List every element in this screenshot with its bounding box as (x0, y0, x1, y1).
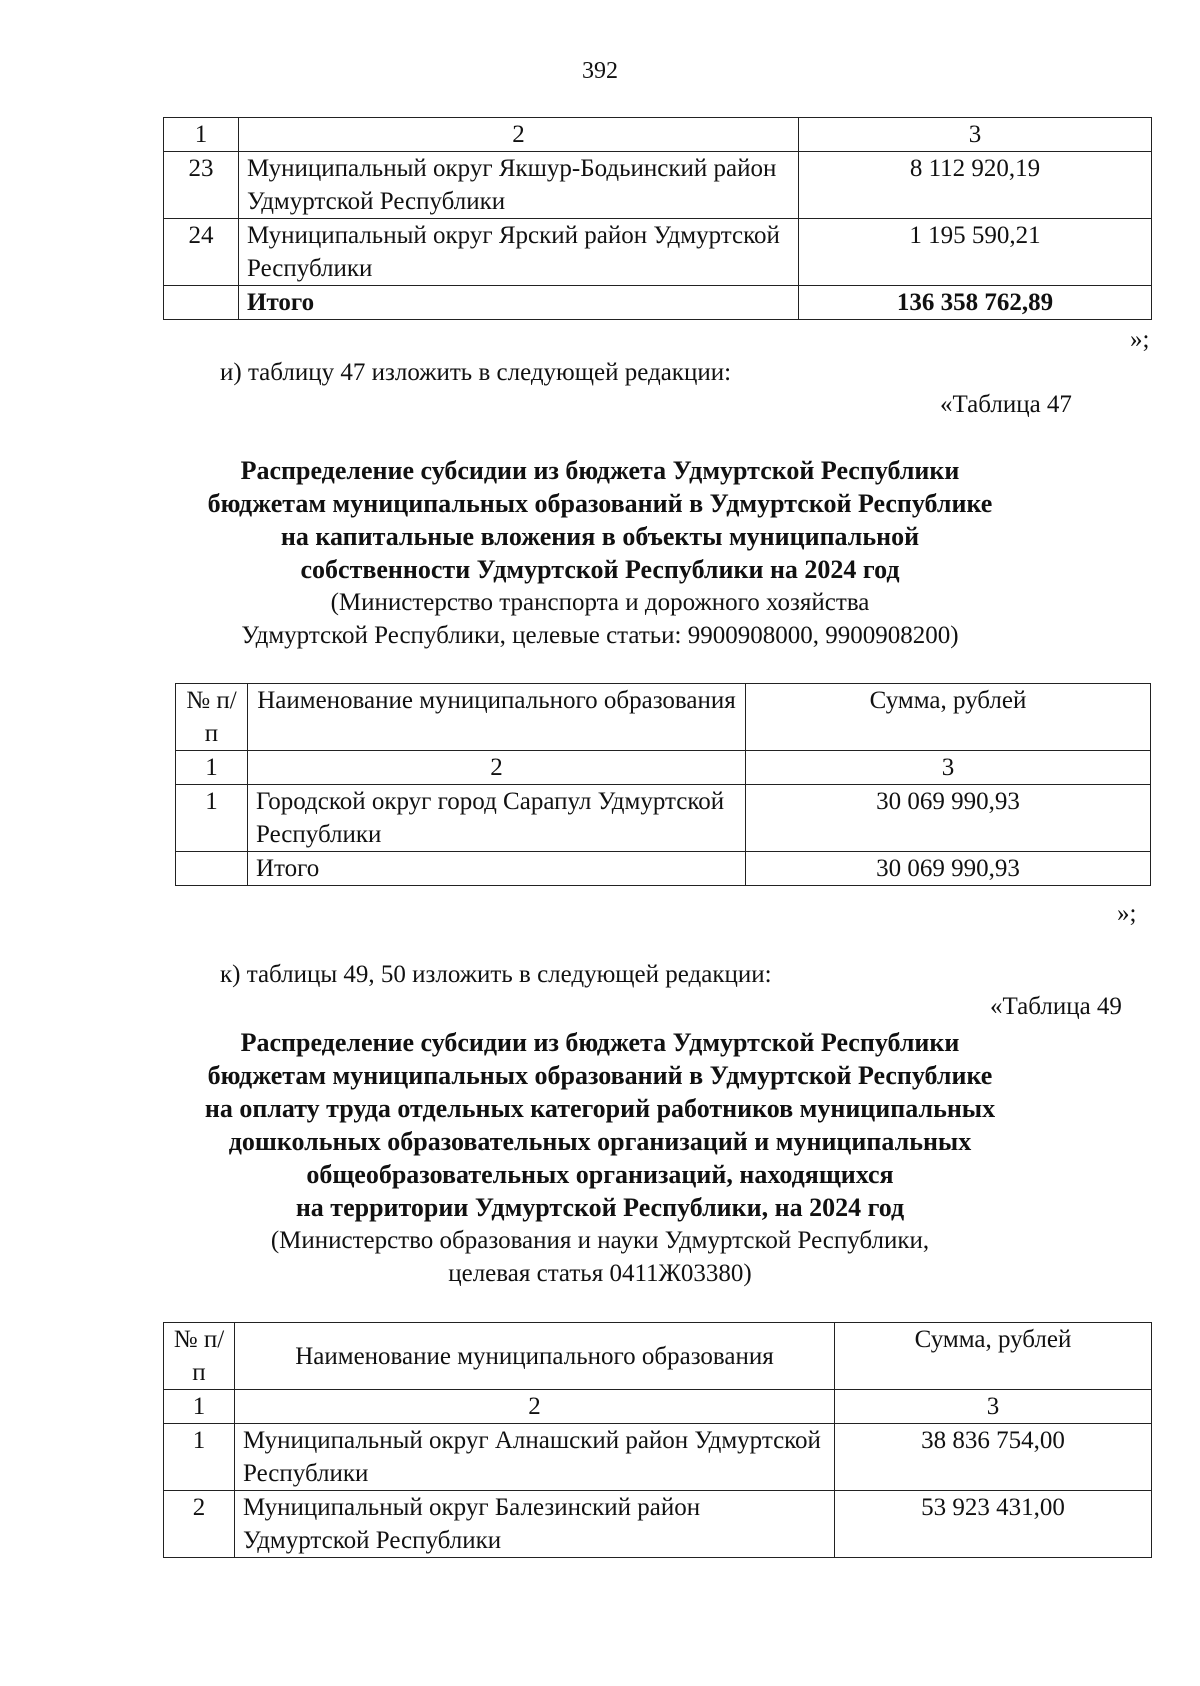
table-row (164, 152, 1152, 219)
table-49-title-line: на территории Удмуртской Республики, на 2024 год (295, 1193, 905, 1222)
table-47-title-line: Распределение субсидии из бюджета Удмуртской Республики (240, 456, 960, 485)
table-row (176, 785, 1151, 852)
municipality-name: Муниципальный округ Алнашский район Удмуртской Республики (235, 1424, 835, 1491)
amount: 30 069 990,93 (746, 785, 1151, 852)
amount: 1 195 590,21 (799, 219, 1152, 286)
table-47-title-line: собственности Удмуртской Республики на 2024 год (300, 555, 900, 584)
column-number-3: 3 (746, 751, 1151, 785)
header-name: Наименование муниципального образования (235, 1323, 835, 1390)
header-number: № п/п (176, 684, 248, 751)
amount: 8 112 920,19 (799, 152, 1152, 219)
instruction-i: и) таблицу 47 изложить в следующей редакции: (220, 359, 732, 386)
page-number: 392 (582, 58, 618, 84)
table-row (164, 219, 1152, 286)
empty-cell (176, 852, 248, 886)
total-label: Итого (248, 852, 746, 886)
empty-cell (164, 286, 239, 320)
table-49-title-line: на оплату труда отдельных категорий работников муниципальных (204, 1094, 996, 1123)
table-47 (175, 683, 1151, 886)
total-label: Итого (239, 286, 799, 320)
row-number: 23 (164, 152, 239, 219)
total-row (164, 286, 1152, 320)
municipality-name: Муниципальный округ Балезинский район Удмуртской Республики (235, 1491, 835, 1558)
column-number-1: 1 (176, 751, 248, 785)
table-47-title-line: на капитальные вложения в объекты муниципальной (280, 522, 920, 551)
total-value: 30 069 990,93 (746, 852, 1151, 886)
previous-table (163, 117, 1152, 320)
total-row (176, 852, 1151, 886)
row-number: 1 (176, 785, 248, 852)
table-49-label: «Таблица 49 (990, 993, 1122, 1020)
table-49-subtitle-line: (Министерство образования и науки Удмуртской Республики, (270, 1227, 930, 1254)
table-49-title-line: Распределение субсидии из бюджета Удмуртской Республики (240, 1028, 960, 1057)
header-sum: Сумма, рублей (835, 1323, 1152, 1390)
header-name: Наименование муниципального образования (248, 684, 746, 751)
column-number-2: 2 (248, 751, 746, 785)
closing-quote: »; (1117, 900, 1137, 927)
table-49-title-line: бюджетам муниципальных образований в Удмуртской Республике (207, 1061, 993, 1090)
column-number-1: 1 (164, 118, 239, 152)
closing-quote: »; (1130, 326, 1150, 353)
table-47-title-line: бюджетам муниципальных образований в Удмуртской Республике (207, 489, 993, 518)
header-sum: Сумма, рублей (746, 684, 1151, 751)
row-number: 1 (164, 1424, 235, 1491)
amount: 53 923 431,00 (835, 1491, 1152, 1558)
table-47-label: «Таблица 47 (940, 391, 1072, 418)
table-row (164, 1424, 1152, 1491)
table-47-subtitle-line: Удмуртской Республики, целевые статьи: 9900908000, 9900908200) (241, 622, 959, 649)
column-number-2: 2 (239, 118, 799, 152)
table-49-title-line: дошкольных образовательных организаций и муниципальных (228, 1127, 972, 1156)
row-number: 2 (164, 1491, 235, 1558)
row-number: 24 (164, 219, 239, 286)
table-47-subtitle-line: (Министерство транспорта и дорожного хозяйства (330, 589, 870, 616)
municipality-name: Муниципальный округ Ярский район Удмуртской Республики (239, 219, 799, 286)
municipality-name: Муниципальный округ Якшур-Бодьинский район Удмуртской Республики (239, 152, 799, 219)
column-number-2: 2 (235, 1390, 835, 1424)
header-number: № п/п (164, 1323, 235, 1390)
table-49 (163, 1322, 1152, 1558)
column-number-3: 3 (799, 118, 1152, 152)
table-row (164, 1491, 1152, 1558)
column-number-1: 1 (164, 1390, 235, 1424)
total-value: 136 358 762,89 (799, 286, 1152, 320)
municipality-name: Городской округ город Сарапул Удмуртской Республики (248, 785, 746, 852)
amount: 38 836 754,00 (835, 1424, 1152, 1491)
table-49-title-line: общеобразовательных организаций, находящихся (306, 1160, 894, 1189)
column-number-3: 3 (835, 1390, 1152, 1424)
instruction-k: к) таблицы 49, 50 изложить в следующей редакции: (220, 961, 772, 988)
table-49-subtitle-line: целевая статья 0411Ж03380) (448, 1260, 752, 1287)
